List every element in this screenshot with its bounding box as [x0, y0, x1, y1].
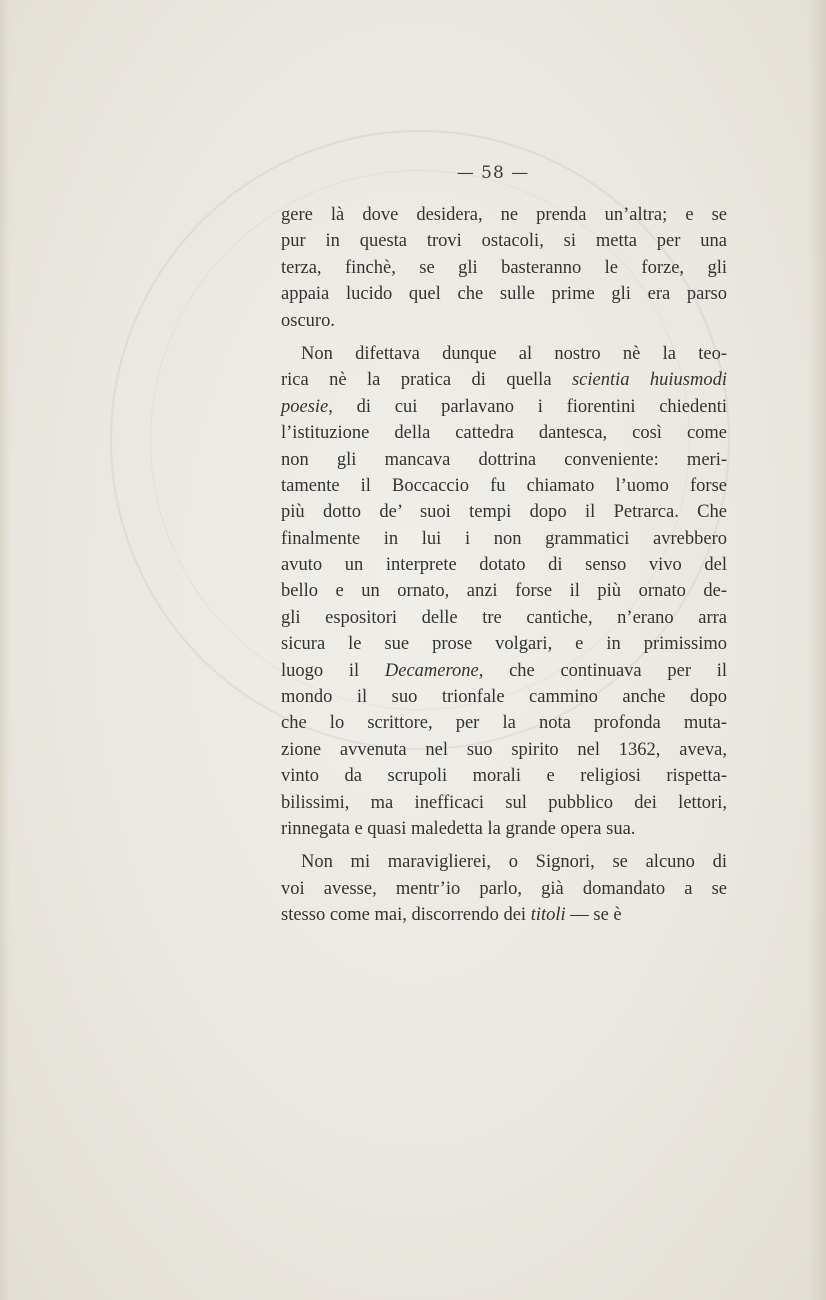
text-line [281, 876, 727, 902]
text-line [281, 902, 727, 928]
text-run: sicura le sue prose volgari, e in primissimo [281, 634, 727, 655]
text-run: appaia lucido quel che sulle prime gli era parso [281, 284, 727, 305]
text-line [281, 394, 727, 420]
text-run: rica nè la pratica di quella [281, 370, 572, 391]
text-run: mondo il suo trionfale cammino anche dopo [281, 687, 727, 708]
text-line [281, 849, 727, 875]
text-line [281, 605, 727, 631]
text-run: tamente il Boccaccio fu chiamato l’uomo forse [281, 475, 727, 496]
text-line [281, 526, 727, 552]
italic-text: scientia huiusmodi [571, 370, 727, 391]
page-number: — 58 — [456, 163, 530, 183]
text-line [281, 552, 727, 578]
paragraph [281, 849, 727, 928]
text-line [281, 255, 727, 281]
text-run: terza, finchè, se gli basteranno le forze, gli [281, 257, 727, 278]
paragraph-gap [281, 334, 727, 341]
page-right-edge-shadow [808, 0, 826, 1300]
text-line [281, 341, 727, 367]
text-run: gli espositori delle tre cantiche, n’erano arra [281, 607, 727, 628]
text-line [281, 816, 727, 842]
text-line [281, 578, 727, 604]
text-run: rinnegata e quasi maledetta la grande opera sua. [281, 818, 636, 839]
text-run: più dotto de’ suoi tempi dopo il Petrarca. Che [281, 502, 727, 523]
text-run: oscuro. [281, 310, 335, 331]
text-run: Non mi maraviglierei, o Signori, se alcuno di [301, 852, 727, 873]
text-line [281, 631, 727, 657]
italic-text: titoli [530, 905, 566, 926]
text-run: pur in questa trovi ostacoli, si metta per una [281, 231, 727, 252]
text-line [281, 473, 727, 499]
text-run: bello e un ornato, anzi forse il più ornato de- [281, 581, 727, 602]
text-run: bilissimi, ma inefficaci sul pubblico dei lettori, [281, 792, 727, 813]
italic-text: poesie [281, 396, 329, 417]
text-run: luogo il [281, 660, 385, 681]
text-run: — se è [565, 905, 622, 926]
text-run: stesso come mai, discorrendo dei [281, 905, 531, 926]
text-run: finalmente in lui i non grammatici avrebbero [281, 528, 727, 549]
text-line [281, 202, 727, 228]
text-run: Non difettava dunque al nostro nè la teo- [301, 343, 727, 364]
italic-text: Decamerone [384, 660, 479, 681]
body-text [281, 202, 727, 929]
page-left-edge-shadow [0, 0, 10, 1300]
text-line [281, 658, 727, 684]
text-line [281, 281, 727, 307]
text-line [281, 790, 727, 816]
text-line [281, 710, 727, 736]
text-run: zione avvenuta nel suo spirito nel 1362, aveva, [281, 739, 727, 760]
text-run: l’istituzione della cattedra dantesca, così come [281, 423, 727, 444]
text-line [281, 737, 727, 763]
text-run: , che continuava per il [478, 660, 727, 681]
text-line [281, 228, 727, 254]
text-run: gere là dove desidera, ne prenda un’altra; e se [281, 205, 727, 225]
text-run: , di cui parlavano i fiorentini chiedenti [328, 396, 727, 417]
paragraph-gap [281, 842, 727, 849]
text-line [281, 308, 727, 334]
text-run: avuto un interprete dotato di senso vivo del [281, 555, 727, 576]
text-line [281, 763, 727, 789]
text-line [281, 367, 727, 393]
text-line [281, 684, 727, 710]
paragraph [281, 341, 727, 842]
text-line [281, 447, 727, 473]
text-run: vinto da scrupoli morali e religiosi rispetta- [281, 766, 727, 787]
text-run: voi avesse, mentr’io parlo, già domandato a se [281, 878, 727, 899]
paragraph [281, 202, 727, 334]
text-line [281, 499, 727, 525]
text-run: che lo scrittore, per la nota profonda muta- [281, 713, 727, 734]
text-line [281, 420, 727, 446]
text-run: non gli mancava dottrina conveniente: meri- [281, 449, 727, 470]
